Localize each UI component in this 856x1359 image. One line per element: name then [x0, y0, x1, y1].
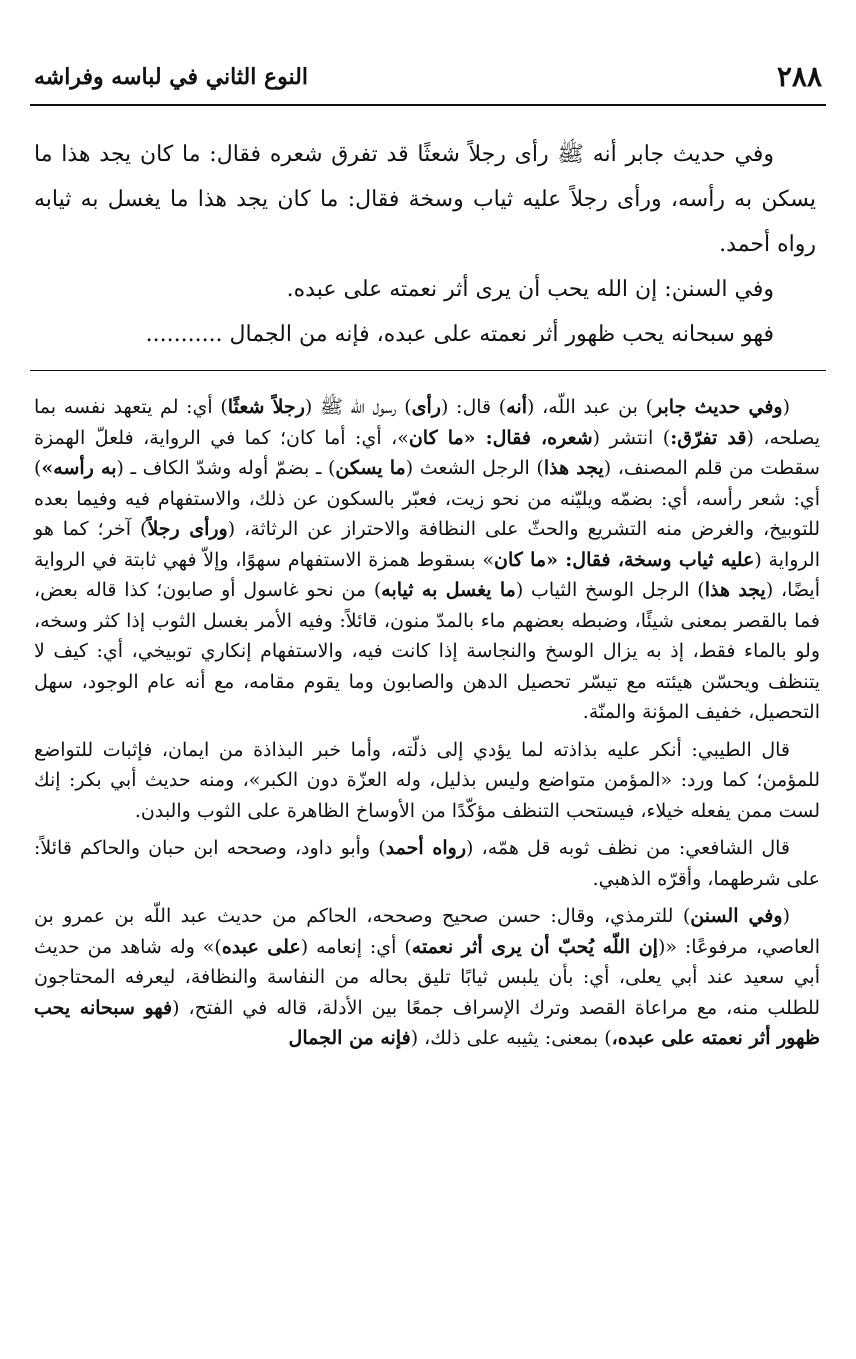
- commentary-text: ) بمعنى: يثيبه على ذلك، (: [410, 1027, 612, 1049]
- page-header: [30, 52, 826, 106]
- commentary-paragraph: [34, 392, 820, 728]
- main-text-paragraph-3: فهو سبحانه يحب ظهور أثر نعمته على عبده، فإنه من الجمال ...........: [145, 322, 774, 347]
- bold-quoted-text: رجلاً شعثًا: [227, 396, 305, 418]
- commentary-text: ) انتشر (: [592, 426, 671, 449]
- commentary-text: »، أي: أما كان؛ كما في الرواية، فلعلّ الهمزة سقطت من قلم المصنف، (: [34, 426, 820, 479]
- main-text-paragraph-1: وفي حديث جابر أنه ﷺ رأى رجلاً شعثًا قد تفرق شعره فقال: ما كان يجد هذا ما يسكن به رأسه، ورأى رجلاً عليه ثياب وسخة فقال: ما كان يجد هذا ما يغسل به ثيابه رواه أحمد.: [34, 142, 816, 257]
- commentary-text: ) من نحو غاسول أو صابون؛ كذا قاله بعض، فما بالقصر بمعنى شيئًا، وضبطه بعضهم ماء بالمدّ منون، قائلاً: وفيه الأمر بغسل الثوب إذا كثر وسخه، ولو بالماء فقط، إذ به يزال الوسخ والنجاسة إذا كانت فيه، والاستفهام إنكاري توبيخي، أي: كيف لا يتنظف ويحسّن هيئته مع تيسّر تحصيل الدهن والصابون وما يقوم مقامه، مع أنه عام الوجود، سهل التحصيل، خفيف المؤنة والمنّة.: [34, 579, 820, 723]
- commentary-text: ) أي: لم يتعهد نفسه بما يصلحه، (: [34, 396, 820, 449]
- commentary-text: ) بن عبد اللّه، (: [527, 396, 654, 418]
- bold-quoted-text: يجد هذا: [543, 457, 604, 479]
- commentary-text: ) أي: إنعامه (: [300, 935, 412, 958]
- bold-quoted-text: رواه أحمد: [385, 837, 466, 859]
- bold-quoted-text: قد تفرّق:: [670, 426, 747, 449]
- bold-quoted-text: رأى: [411, 396, 441, 418]
- commentary-text: (: [782, 905, 790, 927]
- commentary-text: قال الشافعي: من نظف ثوبه قل همّه، (: [466, 837, 790, 859]
- commentary-paragraph: [34, 735, 820, 827]
- commentary-text: ) للترمذي، وقال: حسن صحيح وصححه، الحاكم من حديث عبد اللّه بن عمرو بن العاصي، مرفوعًا: «(: [34, 905, 820, 958]
- main-text-paragraph-2: وفي السنن: إن الله يحب أن يرى أثر نعمته على عبده.: [286, 277, 774, 302]
- commentary-text: ) ـ بضمّ أوله وشدّ الكاف ـ (: [116, 457, 336, 479]
- main-text: [34, 132, 816, 357]
- bold-quoted-text: ورأى رجلاً: [147, 518, 228, 540]
- bold-quoted-text: ما يغسل به ثيابه: [381, 579, 516, 601]
- bold-quoted-text: فهو سبحانه يحب ظهور أثر نعمته على عبده،: [34, 996, 820, 1049]
- commentary-text: ) آخر؛ كما هو الرواية (: [34, 518, 821, 571]
- page-number: ٢٨٨: [776, 60, 822, 93]
- commentary-text: ) الرجل الشعث (: [405, 457, 544, 479]
- commentary-text: (: [782, 396, 791, 418]
- bold-quoted-text: إن اللّه يُحبّ أن يرى أثر نعمته: [411, 935, 658, 958]
- commentary-text: » بسقوط همزة الاستفهام سهوًا، وإلاّ فهي ثابتة في الرواية أيضًا، (: [34, 548, 820, 601]
- commentary: [34, 392, 820, 1061]
- bold-quoted-text: أنه: [506, 396, 527, 418]
- separator-line: [30, 370, 826, 371]
- commentary-text: ) أي: شعر رأسه، أي: بضمّه ويليّنه من نحو زيت، فعبّر بالسكون عن ذلك، والاستفهام فيه وفيما بعده للتوبيخ، والغرض منه التشريع والحثّ على النظافة والاحتراز عن الرثاثة، (: [34, 457, 821, 540]
- bold-quoted-text: فإنه من الجمال: [288, 1027, 411, 1049]
- commentary-text: ) قال: (: [440, 396, 507, 418]
- bold-quoted-text: وفي حديث جابر: [653, 396, 783, 418]
- commentary-text: ) وأبو داود، وصححه ابن حبان والحاكم قائلاً: على شرطهما، وأقرّه الذهبي.: [34, 837, 820, 890]
- bold-quoted-text: به رأسه»: [41, 457, 117, 479]
- running-title: النوع الثاني في لباسه وفراشه: [34, 64, 308, 90]
- commentary-paragraph: [34, 901, 820, 1054]
- bold-quoted-text: يجد هذا: [704, 579, 766, 601]
- bold-quoted-text: وفي السنن: [690, 905, 783, 927]
- commentary-text: ) الرجل الوسخ الثياب (: [515, 579, 705, 601]
- commentary-text: )» وله شاهد من حديث أبي سعيد عند أبي يعلى، أي: بأن يلبس ثيابًا تليق بحاله من النفاسة والنظافة، ليعرفه المحتاجون للطلب منه، مع مراعاة القصد وترك الإسراف جمعًا بين الأدلة، قاله في الفتح، (: [34, 935, 820, 1019]
- commentary-text: قال الطيبي: أنكر عليه بذاذته لما يؤدي إلى ذلّته، وأما خبر البذاذة من ايمان، فإثبات للتواضع للمؤمن؛ كما ورد: «المؤمن متواضع وليس بذليل، وله العزّة دون الكبر»، ومنه حديث أبي بكر: إنك لست ممن يفعله خيلاء، فيستحب التنظف مؤكّدًا من الأوساخ الظاهرة على الثوب والبدن.: [34, 738, 820, 822]
- bold-quoted-text: على عبده: [221, 935, 301, 958]
- bold-quoted-text: شعره، فقال: «ما كان: [408, 426, 593, 449]
- bold-quoted-text: ما يسكن: [335, 457, 406, 479]
- commentary-paragraph: [34, 833, 820, 894]
- bold-quoted-text: عليه ثياب وسخة، فقال: «ما كان: [494, 548, 755, 571]
- commentary-text: ) رسول اللّه ﷺ (: [304, 396, 412, 418]
